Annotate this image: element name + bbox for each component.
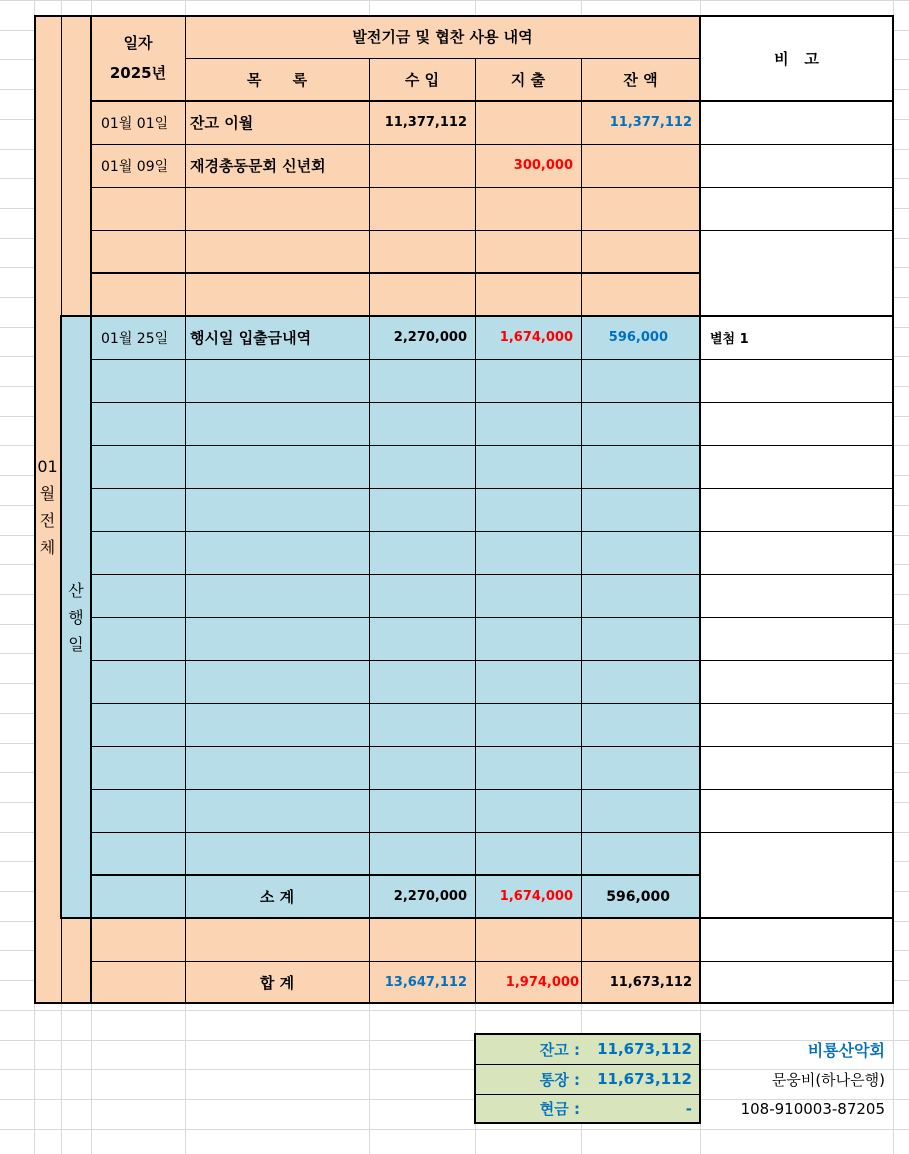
table-inner-line — [91, 531, 893, 532]
row-note — [700, 101, 893, 144]
col-header-expense: 지 출 — [510, 71, 546, 89]
col-header-income: 수 입 — [404, 71, 440, 89]
subtotal-balance: 596,000 — [606, 888, 670, 905]
row-note — [700, 144, 893, 187]
table-inner-line — [91, 660, 893, 661]
month-total-char: 전 — [39, 511, 56, 530]
table-inner-line — [91, 359, 893, 360]
subtotal-income: 2,270,000 — [393, 889, 467, 904]
hiking-row-income: 2,270,000 — [393, 330, 467, 345]
row-income — [369, 144, 475, 187]
hiking-row-balance: 596,000 — [608, 330, 668, 345]
table-inner-line — [91, 574, 893, 575]
summary-balance-label: 잔고 : — [539, 1040, 580, 1059]
col-header-note: 비 고 — [774, 49, 819, 68]
table-inner-line — [369, 101, 370, 1003]
summary-bank-label: 통장 : — [539, 1070, 580, 1089]
month-total-char: 체 — [39, 538, 56, 557]
table-border — [91, 272, 700, 274]
col-header-item: 목 록 — [246, 71, 308, 89]
hiking-row-date: 01월 25일 — [101, 330, 169, 347]
sheet-gridline — [0, 1010, 909, 1011]
month-total-char: 월 — [39, 484, 56, 503]
row-item: 잔고 이월 — [190, 114, 254, 132]
table-inner-line — [91, 445, 893, 446]
table-border — [90, 917, 92, 1004]
total-income: 13,647,112 — [384, 974, 467, 990]
row-expense: 300,000 — [513, 158, 573, 173]
table-title: 발전기금 및 협찬 사용 내역 — [352, 28, 533, 46]
hiking-row-expense: 1,674,000 — [499, 330, 573, 345]
year-header-label: 2025년 — [109, 63, 167, 82]
date-header-label: 일자 — [123, 33, 153, 52]
table-inner-line — [91, 187, 893, 188]
row-date: 01월 01일 — [101, 115, 169, 132]
table-inner-line — [581, 101, 582, 1003]
table-inner-line — [475, 101, 476, 1003]
account-holder: 문웅비(하나은행) — [771, 1070, 885, 1089]
hiking-row-note: 별첨 1 — [710, 332, 749, 347]
month-total-char: 01 — [37, 457, 58, 476]
table-inner-line — [91, 746, 893, 747]
table-inner-line — [91, 703, 893, 704]
hiking-day-label — [61, 577, 91, 658]
total-balance: 11,673,112 — [609, 974, 692, 990]
subtotal-label: 소 계 — [259, 888, 295, 906]
table-inner-line — [61, 918, 62, 1003]
row-balance — [581, 144, 700, 187]
table-inner-line — [185, 101, 186, 1003]
table-inner-line — [91, 789, 893, 790]
summary-cash-label: 현금 : — [539, 1100, 580, 1118]
summary-balance-value: 11,673,112 — [597, 1040, 692, 1058]
row-date: 01월 09일 — [101, 158, 169, 175]
club-name: 비룡산악회 — [807, 1040, 885, 1060]
table-inner-line — [91, 617, 893, 618]
hiking-day-char: 행 — [68, 608, 84, 627]
subtotal-expense: 1,674,000 — [499, 889, 573, 904]
col-header-balance: 잔 액 — [623, 71, 658, 89]
summary-bank-value: 11,673,112 — [597, 1070, 692, 1088]
hiking-row-item: 행시일 입출금내역 — [190, 329, 312, 347]
table-inner-line — [91, 230, 893, 231]
sheet-gridline — [0, 0, 909, 1]
row-income: 11,377,112 — [384, 115, 467, 130]
account-number: 108-910003-87205 — [740, 1099, 885, 1118]
summary-cash-value: - — [685, 1099, 692, 1118]
table-inner-line — [61, 15, 62, 316]
hiking-day-char: 일 — [68, 635, 84, 654]
sheet-gridline — [0, 1129, 909, 1130]
row-balance: 11,377,112 — [609, 115, 692, 130]
hiking-day-char: 산 — [68, 581, 84, 600]
row-item: 재경총동문회 신년회 — [190, 157, 326, 175]
table-inner-line — [91, 488, 893, 489]
month-total-label — [34, 453, 61, 561]
row-expense — [475, 101, 581, 144]
table-inner-line — [91, 832, 893, 833]
total-expense: 1,974,000 — [505, 974, 579, 990]
table-inner-line — [91, 402, 893, 403]
total-label: 합 계 — [259, 973, 295, 992]
